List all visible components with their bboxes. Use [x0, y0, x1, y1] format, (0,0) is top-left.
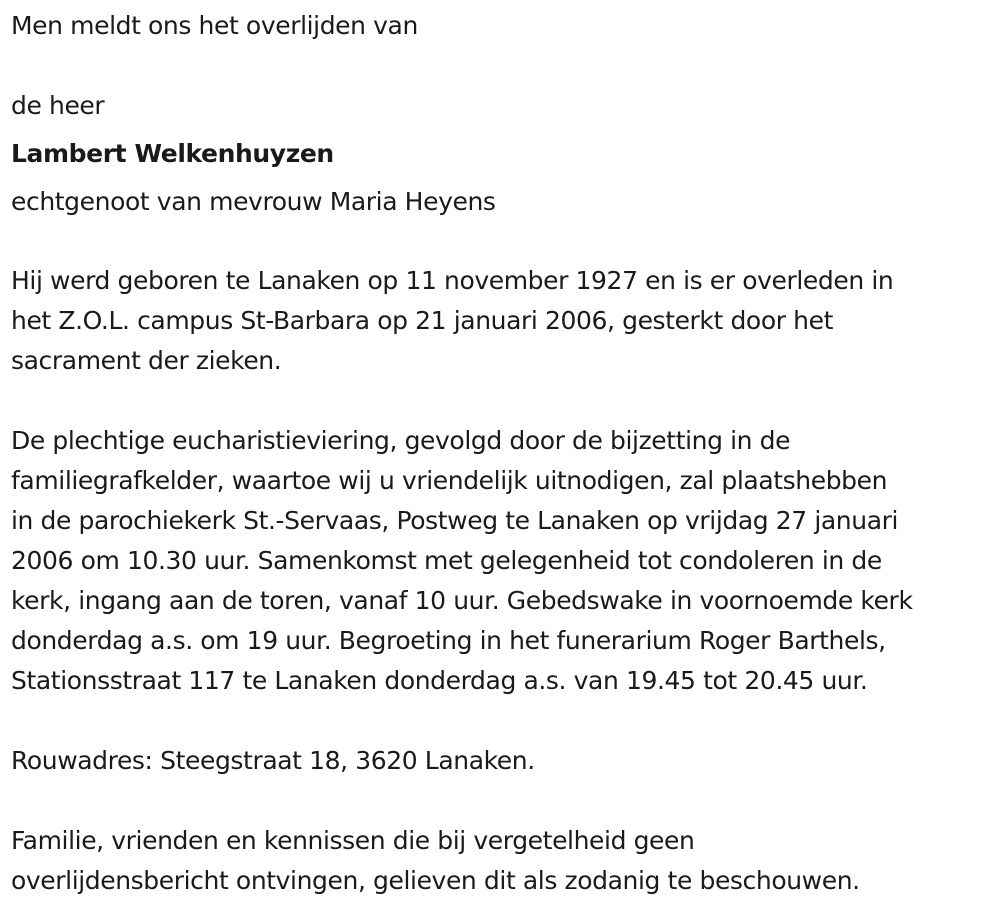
address-text: Rouwadres: Steegstraat 18, 3620 Lanaken.	[11, 746, 535, 775]
salutation-text: de heer	[11, 91, 105, 120]
closing-paragraph	[11, 821, 996, 901]
paragraph-line: Familie, vrienden en kennissen die bij vergetelheid geen	[11, 826, 695, 855]
paragraph-line: donderdag a.s. om 19 uur. Begroeting in het funerarium Roger Barthels,	[11, 626, 886, 655]
paragraph-line: 2006 om 10.30 uur. Samenkomst met gelegenheid tot condoleren in de	[11, 546, 882, 575]
ceremony-paragraph	[11, 421, 996, 701]
deceased-name: Lambert Welkenhuyzen	[11, 139, 334, 168]
paragraph-line: De plechtige eucharistieviering, gevolgd door de bijzetting in de	[11, 426, 791, 455]
paragraph-line: Hij werd geboren te Lanaken op 11 november 1927 en is er overleden in	[11, 266, 894, 295]
birth-death-paragraph	[11, 261, 996, 381]
paragraph-line: in de parochiekerk St.-Servaas, Postweg te Lanaken op vrijdag 27 januari	[11, 506, 899, 535]
paragraph-line: Stationsstraat 117 te Lanaken donderdag a.s. van 19.45 tot 20.45 uur.	[11, 666, 868, 695]
paragraph-line: het Z.O.L. campus St-Barbara op 21 januari 2006, gesterkt door het	[11, 306, 833, 335]
paragraph-line: kerk, ingang aan de toren, vanaf 10 uur. Gebedswake in voornoemde kerk	[11, 586, 913, 615]
spouse-text: echtgenoot van mevrouw Maria Heyens	[11, 187, 496, 216]
intro-text: Men meldt ons het overlijden van	[11, 11, 418, 40]
paragraph-line: sacrament der zieken.	[11, 346, 282, 375]
paragraph-line: familiegrafkelder, waartoe wij u vriendelijk uitnodigen, zal plaatshebben	[11, 466, 888, 495]
paragraph-line: overlijdensbericht ontvingen, gelieven dit als zodanig te beschouwen.	[11, 866, 860, 895]
